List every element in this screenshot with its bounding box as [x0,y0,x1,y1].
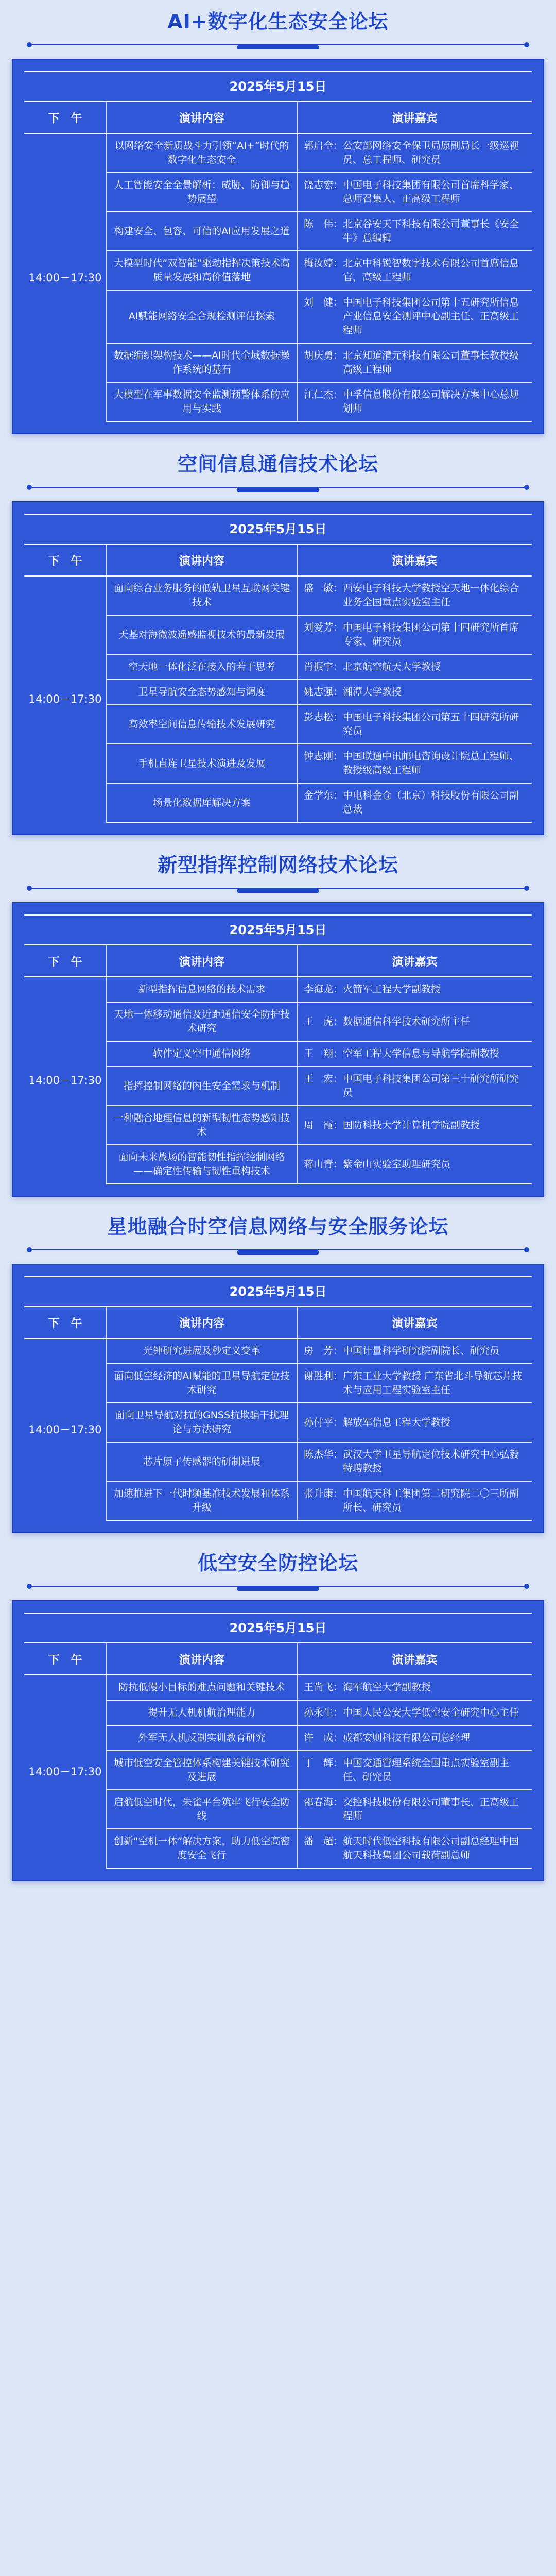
speaker-name: 刘爱芳： [304,622,343,633]
speaker-title: 火箭军工程大学副教授 [343,984,441,995]
talk-topic: 外军无人机反制实训教育研究 [107,1725,297,1751]
schedule-date: 2025年5月15日 [24,514,532,545]
talk-topic: 创新“空机一体”解决方案，助力低空高密度安全飞行 [107,1829,297,1868]
session-time: 14:00－17:30 [28,693,102,705]
forum-section [0,449,556,835]
talk-topic: 空天地一体化泛在接入的若干思考 [107,654,297,680]
speaker-title: 紫金山实验室助理研究员 [343,1158,451,1170]
speaker-title: 广东工业大学教授 广东省北斗导航芯片技术与应用工程实验室主任 [343,1370,523,1396]
talk-topic: 天基对海微波遥感监视技术的最新发展 [107,615,297,654]
header-topic: 演讲内容 [107,945,297,977]
talk-topic: 光钟研究进展及秒定义变革 [107,1338,297,1364]
speaker-cell [297,1066,532,1106]
forum-title: 低空安全防控论坛 [197,1552,358,1574]
speaker-title: 交控科技股份有限公司董事长、正高级工程师 [343,1797,519,1822]
speaker-cell [297,1675,532,1700]
speaker-title: 北京航空航天大学教授 [343,661,441,672]
header-period: 下 午 [24,1307,107,1338]
speaker-title: 中国电子科技集团公司第十五研究所信息产业信息安全测评中心副主任、正高级工程师 [343,297,519,336]
speaker-cell [297,1338,532,1364]
talk-topic: 防抗低慢小目标的难点问题和关键技术 [107,1675,297,1700]
agenda-table [24,1643,532,1869]
agenda-table [24,102,532,422]
speaker-name: 丁 辉： [304,1757,343,1769]
talk-topic: 新型指挥信息网络的技术需求 [107,977,297,1002]
header-topic: 演讲内容 [107,1643,297,1675]
header-topic: 演讲内容 [107,1307,297,1338]
forum-title: AI+数字化生态安全论坛 [167,10,389,33]
talk-topic: 面向综合业务服务的低轨卫星互联网关键技术 [107,576,297,615]
speaker-title: 海军航空大学副教授 [343,1682,431,1693]
table-row [24,1675,532,1700]
forum-section [0,1548,556,1881]
schedule-table [12,902,544,1197]
title-divider [27,1580,529,1587]
session-time: 14:00－17:30 [28,1423,102,1436]
forum-title: 新型指挥控制网络技术论坛 [157,854,398,876]
agenda-table [24,945,532,1184]
speaker-name: 许 成： [304,1732,343,1743]
speaker-title: 中国人民公安大学低空安全研究中心主任 [343,1707,519,1718]
forum-section [0,1211,556,1533]
speaker-cell [297,654,532,680]
speaker-name: 王 翔： [304,1048,343,1059]
speaker-cell [297,1145,532,1184]
talk-topic: 指挥控制网络的内生安全需求与机制 [107,1066,297,1106]
header-topic: 演讲内容 [107,545,297,576]
header-speaker: 演讲嘉宾 [297,945,532,977]
forum-section [0,850,556,1197]
talk-topic: 面向卫星导航对抗的GNSS抗欺骗干扰理论与方法研究 [107,1403,297,1442]
speaker-name: 饶志宏： [304,179,343,191]
schedule-table [12,501,544,835]
speaker-name: 金学东： [304,790,343,801]
speaker-cell [297,1002,532,1041]
schedule-date: 2025年5月15日 [24,914,532,945]
speaker-name: 王 宏： [304,1073,343,1084]
talk-topic: 高效率空间信息传输技术发展研究 [107,705,297,744]
talk-topic: 手机直连卫星技术演进及发展 [107,744,297,783]
speaker-cell [297,133,532,173]
speaker-name: 邵春海： [304,1797,343,1808]
speaker-cell [297,1829,532,1868]
talk-topic: 构建安全、包容、可信的AI应用发展之道 [107,212,297,251]
table-row [24,133,532,173]
talk-topic: 城市低空安全管控体系构建关键技术研究及进展 [107,1751,297,1790]
talk-topic: 大模型在军事数据安全监测预警体系的应用与实践 [107,382,297,421]
speaker-name: 张升康： [304,1488,343,1499]
speaker-cell [297,1403,532,1442]
speaker-title: 中国电子科技集团公司第三十研究所研究员 [343,1073,519,1098]
speaker-cell [297,1364,532,1403]
speaker-name: 房 芳： [304,1345,343,1357]
speaker-title: 中国计量科学研究院副院长、研究员 [343,1345,500,1357]
table-header-row [24,1643,532,1675]
speaker-name: 胡庆勇： [304,350,343,361]
speaker-name: 李海龙： [304,984,343,995]
talk-topic: 启航低空时代，朱雀平台筑牢飞行安全防线 [107,1790,297,1829]
schedule-date: 2025年5月15日 [24,1276,532,1307]
talk-topic: 面向低空经济的AI赋能的卫星导航定位技术研究 [107,1364,297,1403]
talk-topic: 以网络安全新质战斗力引领“AI+”时代的数字化生态安全 [107,133,297,173]
speaker-cell [297,251,532,290]
talk-topic: 芯片原子传感器的研制进展 [107,1442,297,1481]
schedule-date: 2025年5月15日 [24,71,532,102]
schedule-date: 2025年5月15日 [24,1613,532,1643]
forum-title: 空间信息通信技术论坛 [177,453,378,476]
speaker-title: 数据通信科学技术研究所主任 [343,1015,471,1027]
speaker-cell [297,1700,532,1725]
talk-topic: 加速推进下一代时频基准技术发展和体系升级 [107,1481,297,1520]
talk-topic: 一种融合地理信息的新型韧性态势感知技术 [107,1106,297,1145]
schedule-table [12,1600,544,1881]
speaker-name: 王 虎： [304,1015,343,1027]
forum-section [0,6,556,434]
header-speaker: 演讲嘉宾 [297,1307,532,1338]
speaker-cell [297,576,532,615]
talk-topic: 场景化数据库解决方案 [107,783,297,822]
speaker-title: 航天时代低空科技有限公司副总经理中国航天科技集团公司载荷副总师 [343,1836,519,1861]
agenda-table [24,545,532,823]
speaker-cell [297,705,532,744]
table-header-row [24,102,532,133]
table-header-row [24,945,532,977]
title-divider [27,38,529,45]
table-header-row [24,1307,532,1338]
speaker-cell [297,1790,532,1829]
speaker-cell [297,615,532,654]
schedule-table [12,59,544,434]
speaker-name: 蒋山青： [304,1158,343,1170]
speaker-name: 盛 敏： [304,583,343,594]
speaker-title: 中国电子科技集团公司第五十四研究所研究员 [343,711,519,737]
speaker-cell [297,1442,532,1481]
speaker-title: 北京知道清元科技有限公司董事长教授级高级工程师 [343,350,519,375]
table-row [24,1338,532,1364]
speaker-title: 武汉大学卫星导航定位技术研究中心弘毅特聘教授 [343,1449,519,1474]
talk-topic: 人工智能安全全景解析：威胁、防御与趋势展望 [107,173,297,212]
speaker-title: 解放军信息工程大学教授 [343,1416,451,1428]
forum-title: 星地融合时空信息网络与安全服务论坛 [107,1215,449,1238]
speaker-name: 王尚飞： [304,1682,343,1693]
speaker-title: 中孚信息股份有限公司解决方案中心总规划师 [343,389,519,414]
header-period: 下 午 [24,1643,107,1675]
speaker-title: 湘潭大学教授 [343,686,402,698]
title-divider [27,481,529,488]
header-speaker: 演讲嘉宾 [297,1643,532,1675]
header-topic: 演讲内容 [107,102,297,133]
session-time: 14:00－17:30 [28,1765,102,1778]
title-divider [27,1243,529,1250]
speaker-name: 周 霞： [304,1119,343,1131]
speaker-cell [297,1751,532,1790]
title-divider [27,882,529,889]
speaker-title: 空军工程大学信息与导航学院副教授 [343,1048,500,1059]
speaker-name: 姚志强： [304,686,343,698]
speaker-name: 谢胜利： [304,1370,343,1382]
agenda-table [24,1307,532,1521]
table-row [24,977,532,1002]
table-row [24,576,532,615]
talk-topic: 大模型时代“双智能”驱动指挥决策技术高质量发展和高价值落地 [107,251,297,290]
talk-topic: AI赋能网络安全合规检测评估探索 [107,290,297,343]
speaker-title: 中电科金仓（北京）科技股份有限公司副总裁 [343,790,519,815]
talk-topic: 面向未来战场的智能韧性指挥控制网络——确定性传输与韧性重构技术 [107,1145,297,1184]
speaker-name: 江仁杰： [304,389,343,400]
speaker-name: 肖振宇： [304,661,343,672]
speaker-name: 钟志刚： [304,751,343,762]
speaker-cell [297,290,532,343]
speaker-name: 梅汝婷： [304,258,343,269]
speaker-name: 潘 超： [304,1836,343,1847]
speaker-title: 中国交通管理系统全国重点实验室副主任、研究员 [343,1757,510,1783]
speaker-title: 北京中科锐智数字技术有限公司首席信息官，高级工程师 [343,258,519,283]
speaker-title: 北京谷安天下科技有限公司董事长《安全牛》总编辑 [343,218,519,244]
speaker-title: 中国联通中讯邮电咨询设计院总工程师、教授级高级工程师 [343,751,519,776]
speaker-cell [297,783,532,822]
speaker-cell [297,1481,532,1520]
speaker-name: 刘 健： [304,297,343,308]
speaker-cell [297,212,532,251]
speaker-title: 国防科技大学计算机学院副教授 [343,1119,480,1131]
talk-topic: 卫星导航安全态势感知与调度 [107,680,297,705]
speaker-title: 公安部网络安全保卫局原副局长一级巡视员、总工程师、研究员 [343,140,519,165]
speaker-cell [297,173,532,212]
speaker-cell [297,680,532,705]
speaker-cell [297,744,532,783]
header-period: 下 午 [24,945,107,977]
speaker-name: 陈 伟： [304,218,343,230]
speaker-cell [297,382,532,421]
talk-topic: 天地一体移动通信及近距通信安全防护技术研究 [107,1002,297,1041]
speaker-cell [297,1106,532,1145]
speaker-title: 成都安则科技有限公司总经理 [343,1732,471,1743]
talk-topic: 数据编织架构技术——AI时代全域数据操作系统的基石 [107,343,297,382]
speaker-cell [297,1041,532,1066]
speaker-cell [297,343,532,382]
speaker-name: 彭志松： [304,711,343,723]
talk-topic: 提升无人机机航治理能力 [107,1700,297,1725]
table-header-row [24,545,532,576]
header-speaker: 演讲嘉宾 [297,102,532,133]
speaker-title: 中国航天科工集团第二研究院二〇三所副所长、研究员 [343,1488,519,1513]
header-period: 下 午 [24,102,107,133]
speaker-cell [297,1725,532,1751]
speaker-title: 中国电子科技集团公司第十四研究所首席专家、研究员 [343,622,519,647]
header-period: 下 午 [24,545,107,576]
talk-topic: 软件定义空中通信网络 [107,1041,297,1066]
header-speaker: 演讲嘉宾 [297,545,532,576]
speaker-name: 孙付平： [304,1416,343,1428]
speaker-cell [297,977,532,1002]
speaker-name: 孙永生： [304,1707,343,1718]
speaker-title: 西安电子科技大学教授空天地一体化综合业务全国重点实验室主任 [343,583,519,608]
speaker-title: 中国电子科技集团有限公司首席科学家、总师召集人、正高级工程师 [343,179,519,205]
speaker-name: 郭启全： [304,140,343,151]
session-time: 14:00－17:30 [28,1074,102,1087]
session-time: 14:00－17:30 [28,271,102,284]
speaker-name: 陈杰华： [304,1449,343,1460]
schedule-table [12,1264,544,1533]
